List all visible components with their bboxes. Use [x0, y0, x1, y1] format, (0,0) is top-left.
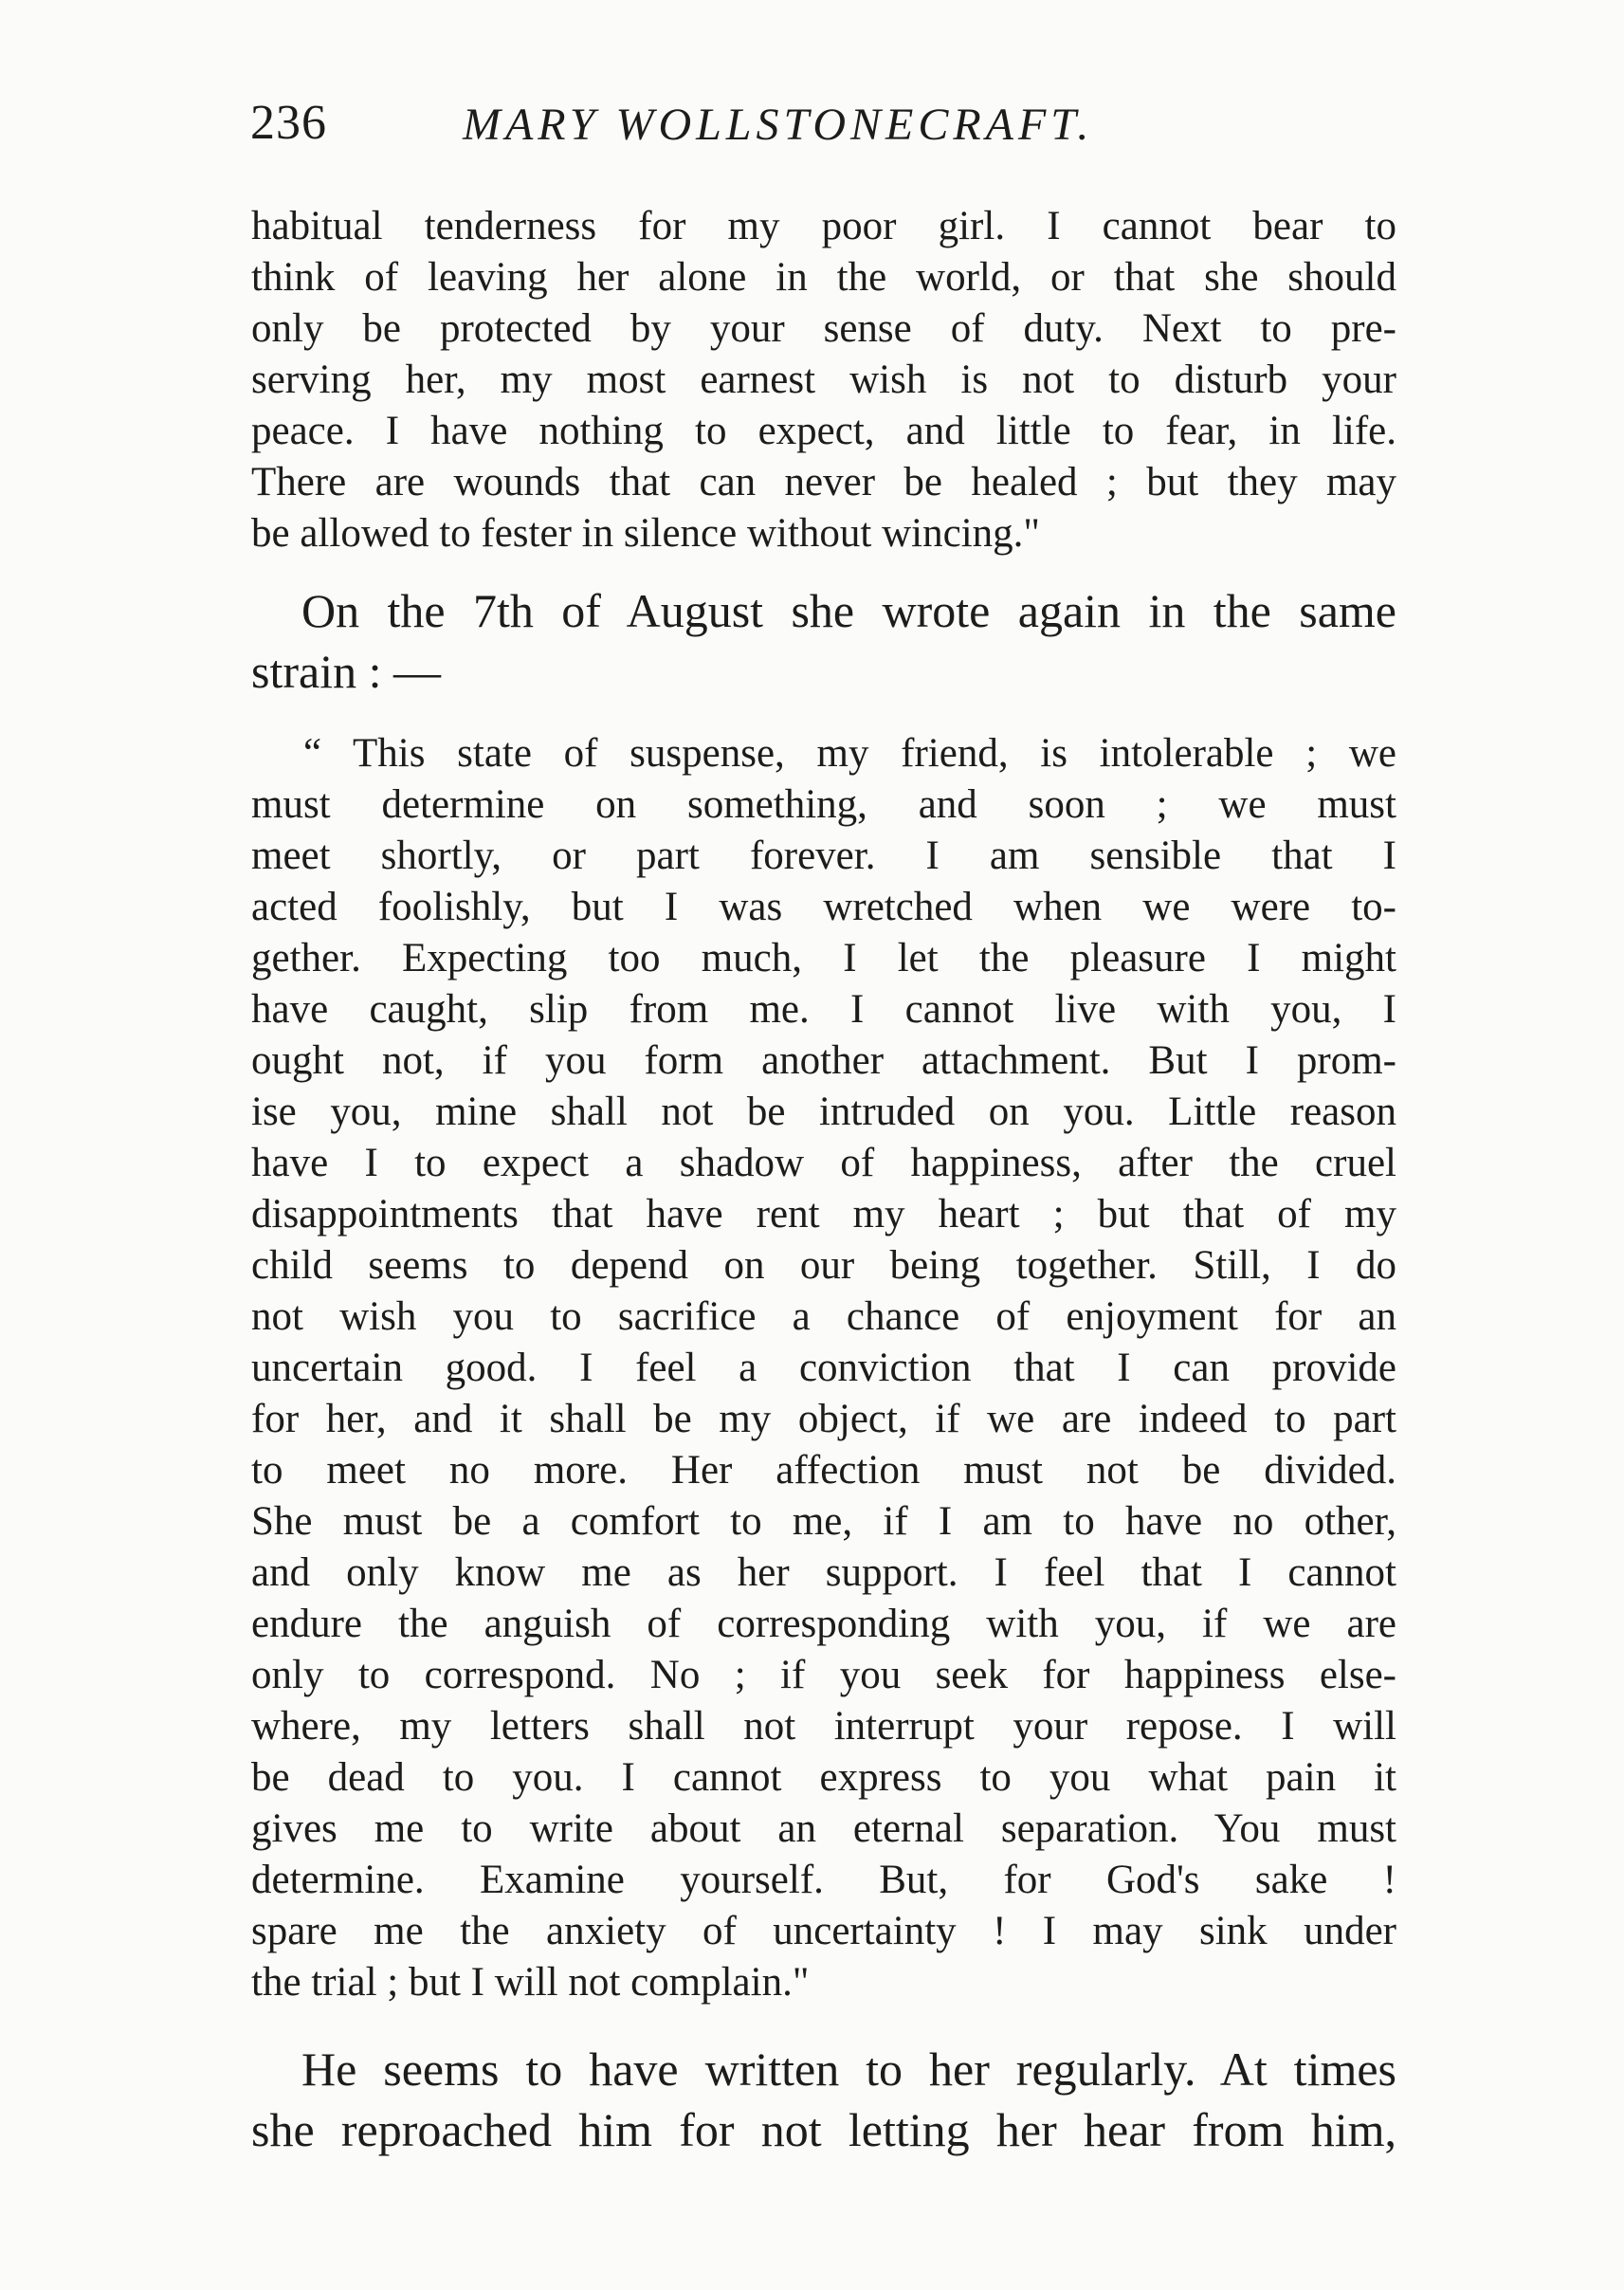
text-line: “ This state of suspense, my friend, is intolerable ; we	[303, 731, 1396, 776]
text-line: have I to expect a shadow of happiness, after the cruel	[251, 1141, 1396, 1185]
text-line: On the 7th of August she wrote again in the same	[301, 584, 1396, 637]
text-line: spare me the anxiety of uncertainty ! I may sink under	[251, 1909, 1396, 1953]
text-line: the trial ; but I will not complain."	[251, 1960, 810, 2005]
text-line: strain : —	[251, 645, 441, 698]
text-line: habitual tenderness for my poor girl. I cannot bear to	[251, 204, 1396, 248]
text-line: disappointments that have rent my heart ; but that of my	[251, 1192, 1396, 1237]
text-line: she reproached him for not letting her hear from him,	[251, 2103, 1396, 2156]
text-line: uncertain good. I feel a conviction that I can provide	[251, 1346, 1396, 1390]
text-line: He seems to have written to her regularly. At times	[301, 2043, 1396, 2096]
text-line: child seems to depend on our being together. Still, I do	[251, 1243, 1396, 1288]
text-line: where, my letters shall not interrupt your repose. I will	[251, 1704, 1396, 1749]
text-line: for her, and it shall be my object, if we are indeed to part	[251, 1397, 1396, 1441]
text-line: There are wounds that can never be healed ; but they may	[251, 460, 1396, 504]
text-line: think of leaving her alone in the world, or that she should	[251, 255, 1396, 300]
running-title: MARY WOLLSTONECRAFT.	[463, 100, 1094, 150]
text-line: gives me to write about an eternal separation. You must	[251, 1806, 1396, 1851]
text-line: not wish you to sacrifice a chance of enjoyment for an	[251, 1294, 1396, 1339]
text-line: must determine on something, and soon ; we must	[251, 782, 1396, 827]
text-line: She must be a comfort to me, if I am to have no other,	[251, 1499, 1396, 1544]
text-line: serving her, my most earnest wish is not to disturb your	[251, 357, 1396, 402]
text-line: ought not, if you form another attachment. But I prom-	[251, 1038, 1396, 1083]
text-line: meet shortly, or part forever. I am sensible that I	[251, 834, 1396, 878]
text-line: ise you, mine shall not be intruded on you. Little reason	[251, 1090, 1396, 1134]
page-number: 236	[250, 96, 327, 150]
page-header	[246, 95, 1403, 171]
text-line: only be protected by your sense of duty. Next to pre-	[251, 306, 1396, 351]
text-line: determine. Examine yourself. But, for God's sake !	[251, 1858, 1396, 1902]
text-line: be allowed to fester in silence without wincing."	[251, 511, 1040, 556]
text-line: have caught, slip from me. I cannot live with you, I	[251, 987, 1396, 1032]
text-line: only to correspond. No ; if you seek for happiness else-	[251, 1653, 1396, 1697]
text-line: peace. I have nothing to expect, and little to fear, in life.	[251, 409, 1396, 453]
text-line: be dead to you. I cannot express to you what pain it	[251, 1755, 1396, 1800]
text-line: acted foolishly, but I was wretched when we were to-	[251, 885, 1396, 929]
text-line: endure the anguish of corresponding with you, if we are	[251, 1602, 1396, 1646]
text-line: to meet no more. Her affection must not be divided.	[251, 1448, 1396, 1493]
text-line: and only know me as her support. I feel that I cannot	[251, 1550, 1396, 1595]
text-line: gether. Expecting too much, I let the pleasure I might	[251, 936, 1396, 980]
